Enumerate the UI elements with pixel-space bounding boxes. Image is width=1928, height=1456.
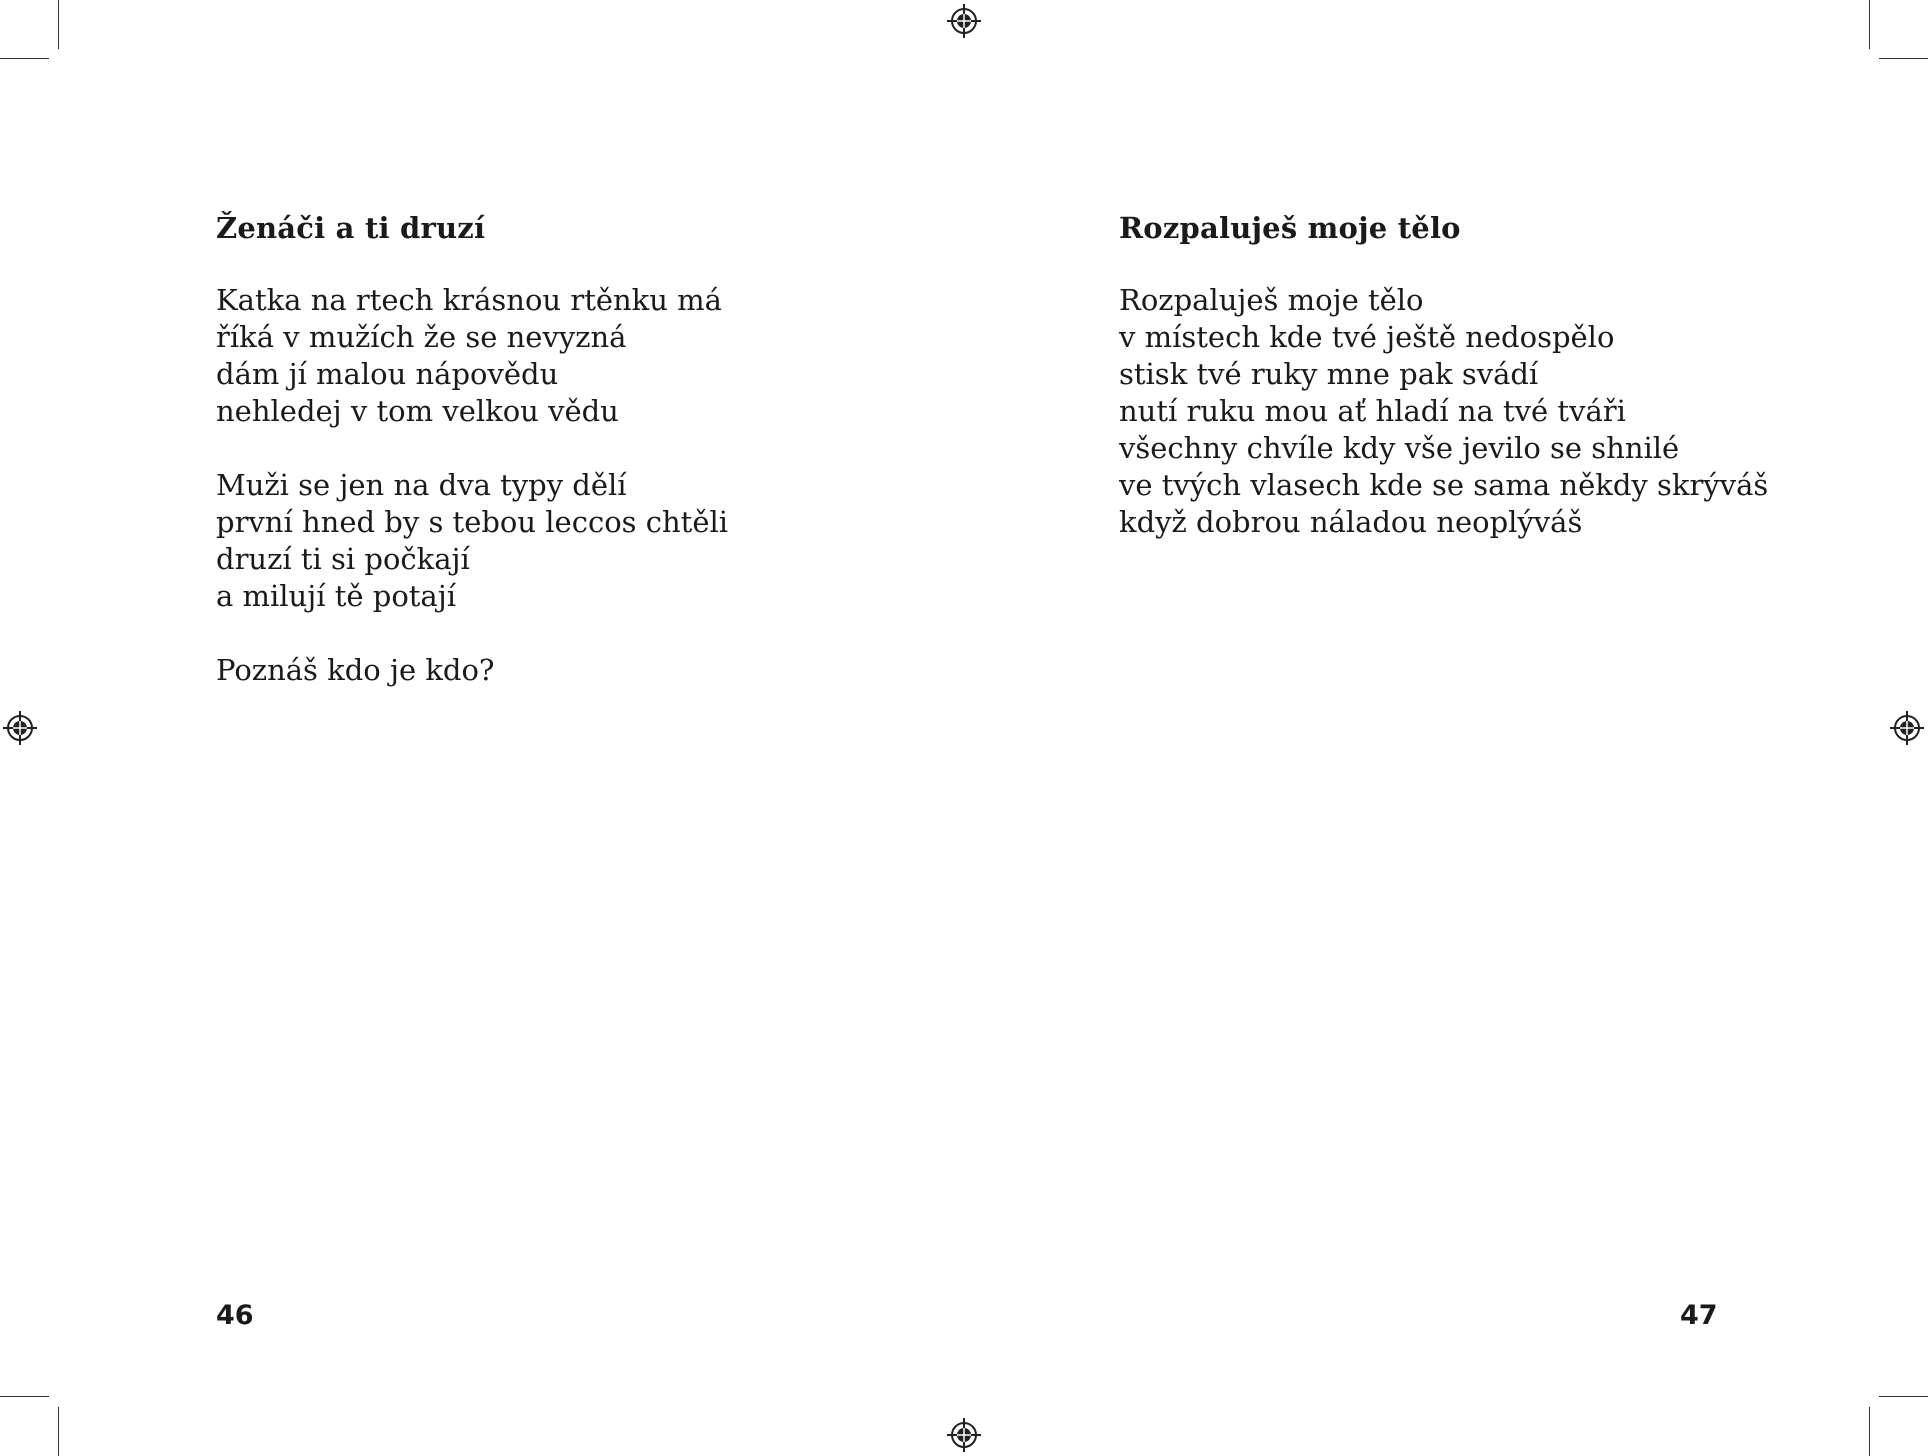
poem-line: dám jí malou nápovědu: [216, 357, 559, 391]
page-number: 47: [1680, 1300, 1718, 1331]
stanza: [216, 652, 728, 689]
stanza: [216, 467, 728, 615]
crop-mark: [58, 0, 59, 49]
poem-line: Muži se jen na dva typy dělí: [216, 468, 627, 502]
stanza: [1119, 282, 1768, 541]
poem-line: ve tvých vlasech kde se sama někdy skrýváš: [1119, 468, 1769, 502]
poem-line: Poznáš kdo je kdo?: [216, 653, 495, 687]
registration-mark-icon: [946, 3, 982, 39]
poem-body: [1119, 282, 1768, 541]
poem-line: nehledej v tom velkou vědu: [216, 394, 619, 428]
poem-line: všechny chvíle kdy vše jevilo se shnilé: [1119, 431, 1680, 465]
poem-line: Rozpaluješ moje tělo: [1119, 283, 1424, 317]
crop-mark: [1869, 1407, 1870, 1456]
crop-mark: [1879, 1396, 1928, 1397]
crop-mark: [1869, 0, 1870, 49]
registration-mark-icon: [1889, 710, 1925, 746]
poem-line: a milují tě potají: [216, 579, 456, 613]
crop-mark: [1879, 58, 1928, 59]
poem-line: stisk tvé ruky mne pak svádí: [1119, 357, 1539, 391]
registration-mark-icon: [2, 710, 38, 746]
crop-mark: [0, 58, 49, 59]
crop-mark: [0, 1396, 49, 1397]
poem-line: když dobrou náladou neoplýváš: [1119, 505, 1583, 539]
registration-mark-icon: [946, 1417, 982, 1453]
page-number: 46: [216, 1300, 254, 1331]
poem-line: v místech kde tvé ještě nedospělo: [1119, 320, 1615, 354]
stanza: [216, 282, 728, 430]
poem-line: nutí ruku mou ať hladí na tvé tváři: [1119, 394, 1626, 428]
poem-line: první hned by s tebou leccos chtěli: [216, 505, 729, 539]
poem-body: [216, 282, 728, 689]
poem-line: Katka na rtech krásnou rtěnku má: [216, 283, 722, 317]
poem-title: Ženáči a ti druzí: [216, 211, 486, 245]
crop-mark: [58, 1407, 59, 1456]
poem-line: říká v mužích že se nevyzná: [216, 320, 627, 354]
poem-title: Rozpaluješ moje tělo: [1119, 211, 1461, 245]
poem-line: druzí ti si počkají: [216, 542, 470, 576]
